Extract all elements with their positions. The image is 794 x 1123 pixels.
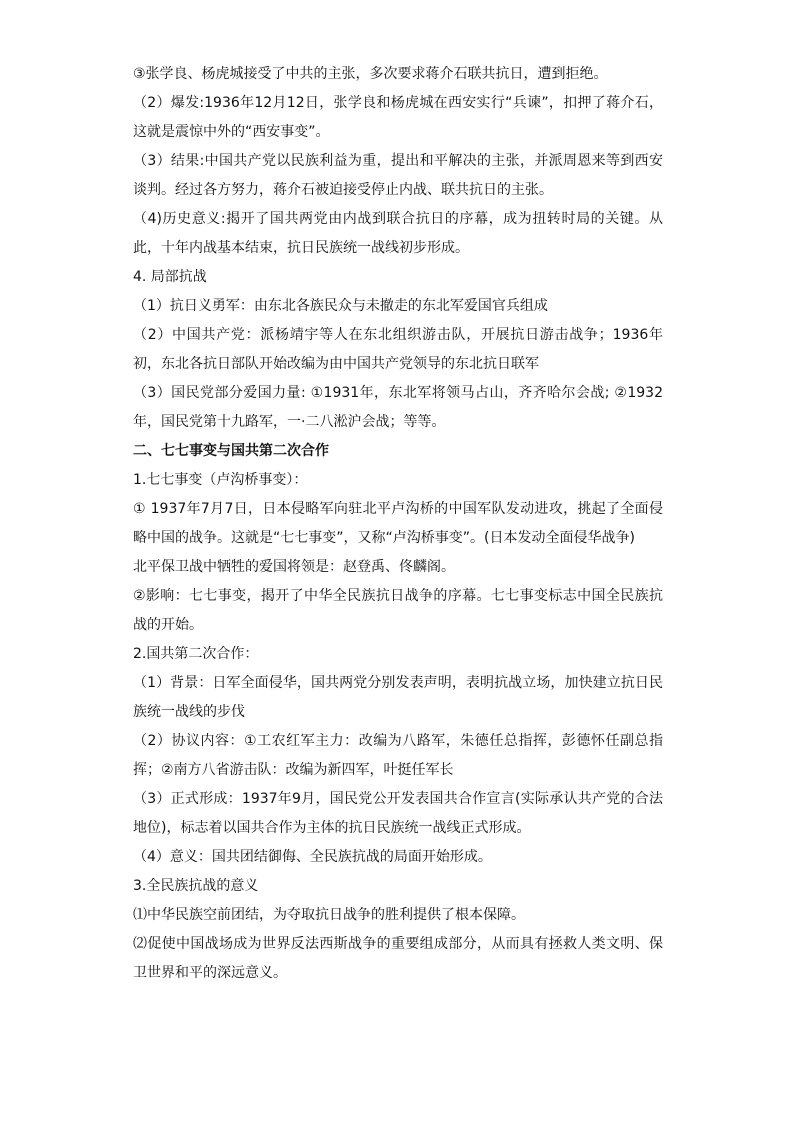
paragraph-outbreak: （2）爆发:1936年12月12日，张学良和杨虎城在西安实行“兵谏”，扣押了蒋介石，这就是震惊中外的“西安事变”。	[133, 95, 663, 140]
paragraph-significance: （4)历史意义:揭开了国共两党由内战到联合抗日的序幕，成为扭转时局的关键。从此，十年内战基本结束，抗日民族统一战线初步形成。	[133, 211, 663, 256]
heading-section-two: 二、七七事变与国共第二次合作	[133, 443, 329, 459]
paragraph-july-seventh-impact: ②影响：七七事变，揭开了中华全民族抗日战争的序幕。七七事变标志中国全民族抗战的开始。	[133, 588, 663, 633]
paragraph-agreement: （2）协议内容：①工农红军主力：改编为八路军，朱德任总指挥，彭德怀任副总指挥；②南方八省游击队：改编为新四军，叶挺任军长	[133, 733, 663, 778]
paragraph-result: （3）结果:中国共产党以民族利益为重，提出和平解决的主张，并派周恩来等到西安谈判。经过各方努力，蒋介石被迫接受停止内战、联共抗日的主张。	[133, 153, 663, 198]
paragraph-unity: ⑴中华民族空前团结，为夺取抗日战争的胜利提供了根本保障。	[133, 907, 525, 923]
section-local-resistance: 4. 局部抗战	[133, 269, 207, 285]
section-july-seventh: 1.七七事变（卢沟桥事变）：	[133, 472, 308, 488]
section-national-resistance: 3.全民族抗战的意义	[133, 878, 259, 894]
paragraph-fallen-generals: 北平保卫战中牺牲的爱国将领是：赵登禹、佟麟阁。	[133, 559, 455, 575]
paragraph-kmt-patriots: （3）国民党部分爱国力量: ①1931年，东北军将领马占山，齐齐哈尔会战; ②1932年，国民党第十九路军，一·二八淞沪会战；等等。	[133, 385, 663, 430]
paragraph-ccp-guerrilla: （2）中国共产党：派杨靖宇等人在东北组织游击队，开展抗日游击战争；1936年初，东北各抗日部队开始改编为由中国共产党领导的东北抗日联军	[133, 327, 663, 372]
document-body	[133, 60, 663, 988]
paragraph-july-seventh-event: ① 1937年7月7日，日本侵略军向驻北平卢沟桥的中国军队发动进攻，挑起了全面侵略中国的战争。这就是“七七事变”，又称“卢沟桥事变”。(日本发动全面侵华战争)	[133, 501, 663, 546]
paragraph-rejection: ③张学良、杨虎城接受了中共的主张，多次要求蒋介石联共抗日，遭到拒绝。	[133, 66, 608, 82]
paragraph-world-significance: ⑵促使中国战场成为世界反法西斯战争的重要组成部分，从而具有拯救人类文明、保卫世界和平的深远意义。	[133, 936, 663, 981]
paragraph-meaning: （4）意义：国共团结御侮、全民族抗战的局面开始形成。	[133, 849, 492, 865]
section-second-cooperation: 2.国共第二次合作：	[133, 646, 259, 662]
paragraph-volunteer-army: （1）抗日义勇军：由东北各族民众与未撤走的东北军爱国官兵组成	[133, 298, 548, 314]
paragraph-background: （1）背景：日军全面侵华，国共两党分别发表声明，表明抗战立场，加快建立抗日民族统一战线的步伐	[133, 675, 663, 720]
paragraph-formal-formation: （3）正式形成：1937年9月，国民党公开发表国共合作宣言(实际承认共产党的合法地位)，标志着以国共合作为主体的抗日民族统一战线正式形成。	[133, 791, 663, 836]
